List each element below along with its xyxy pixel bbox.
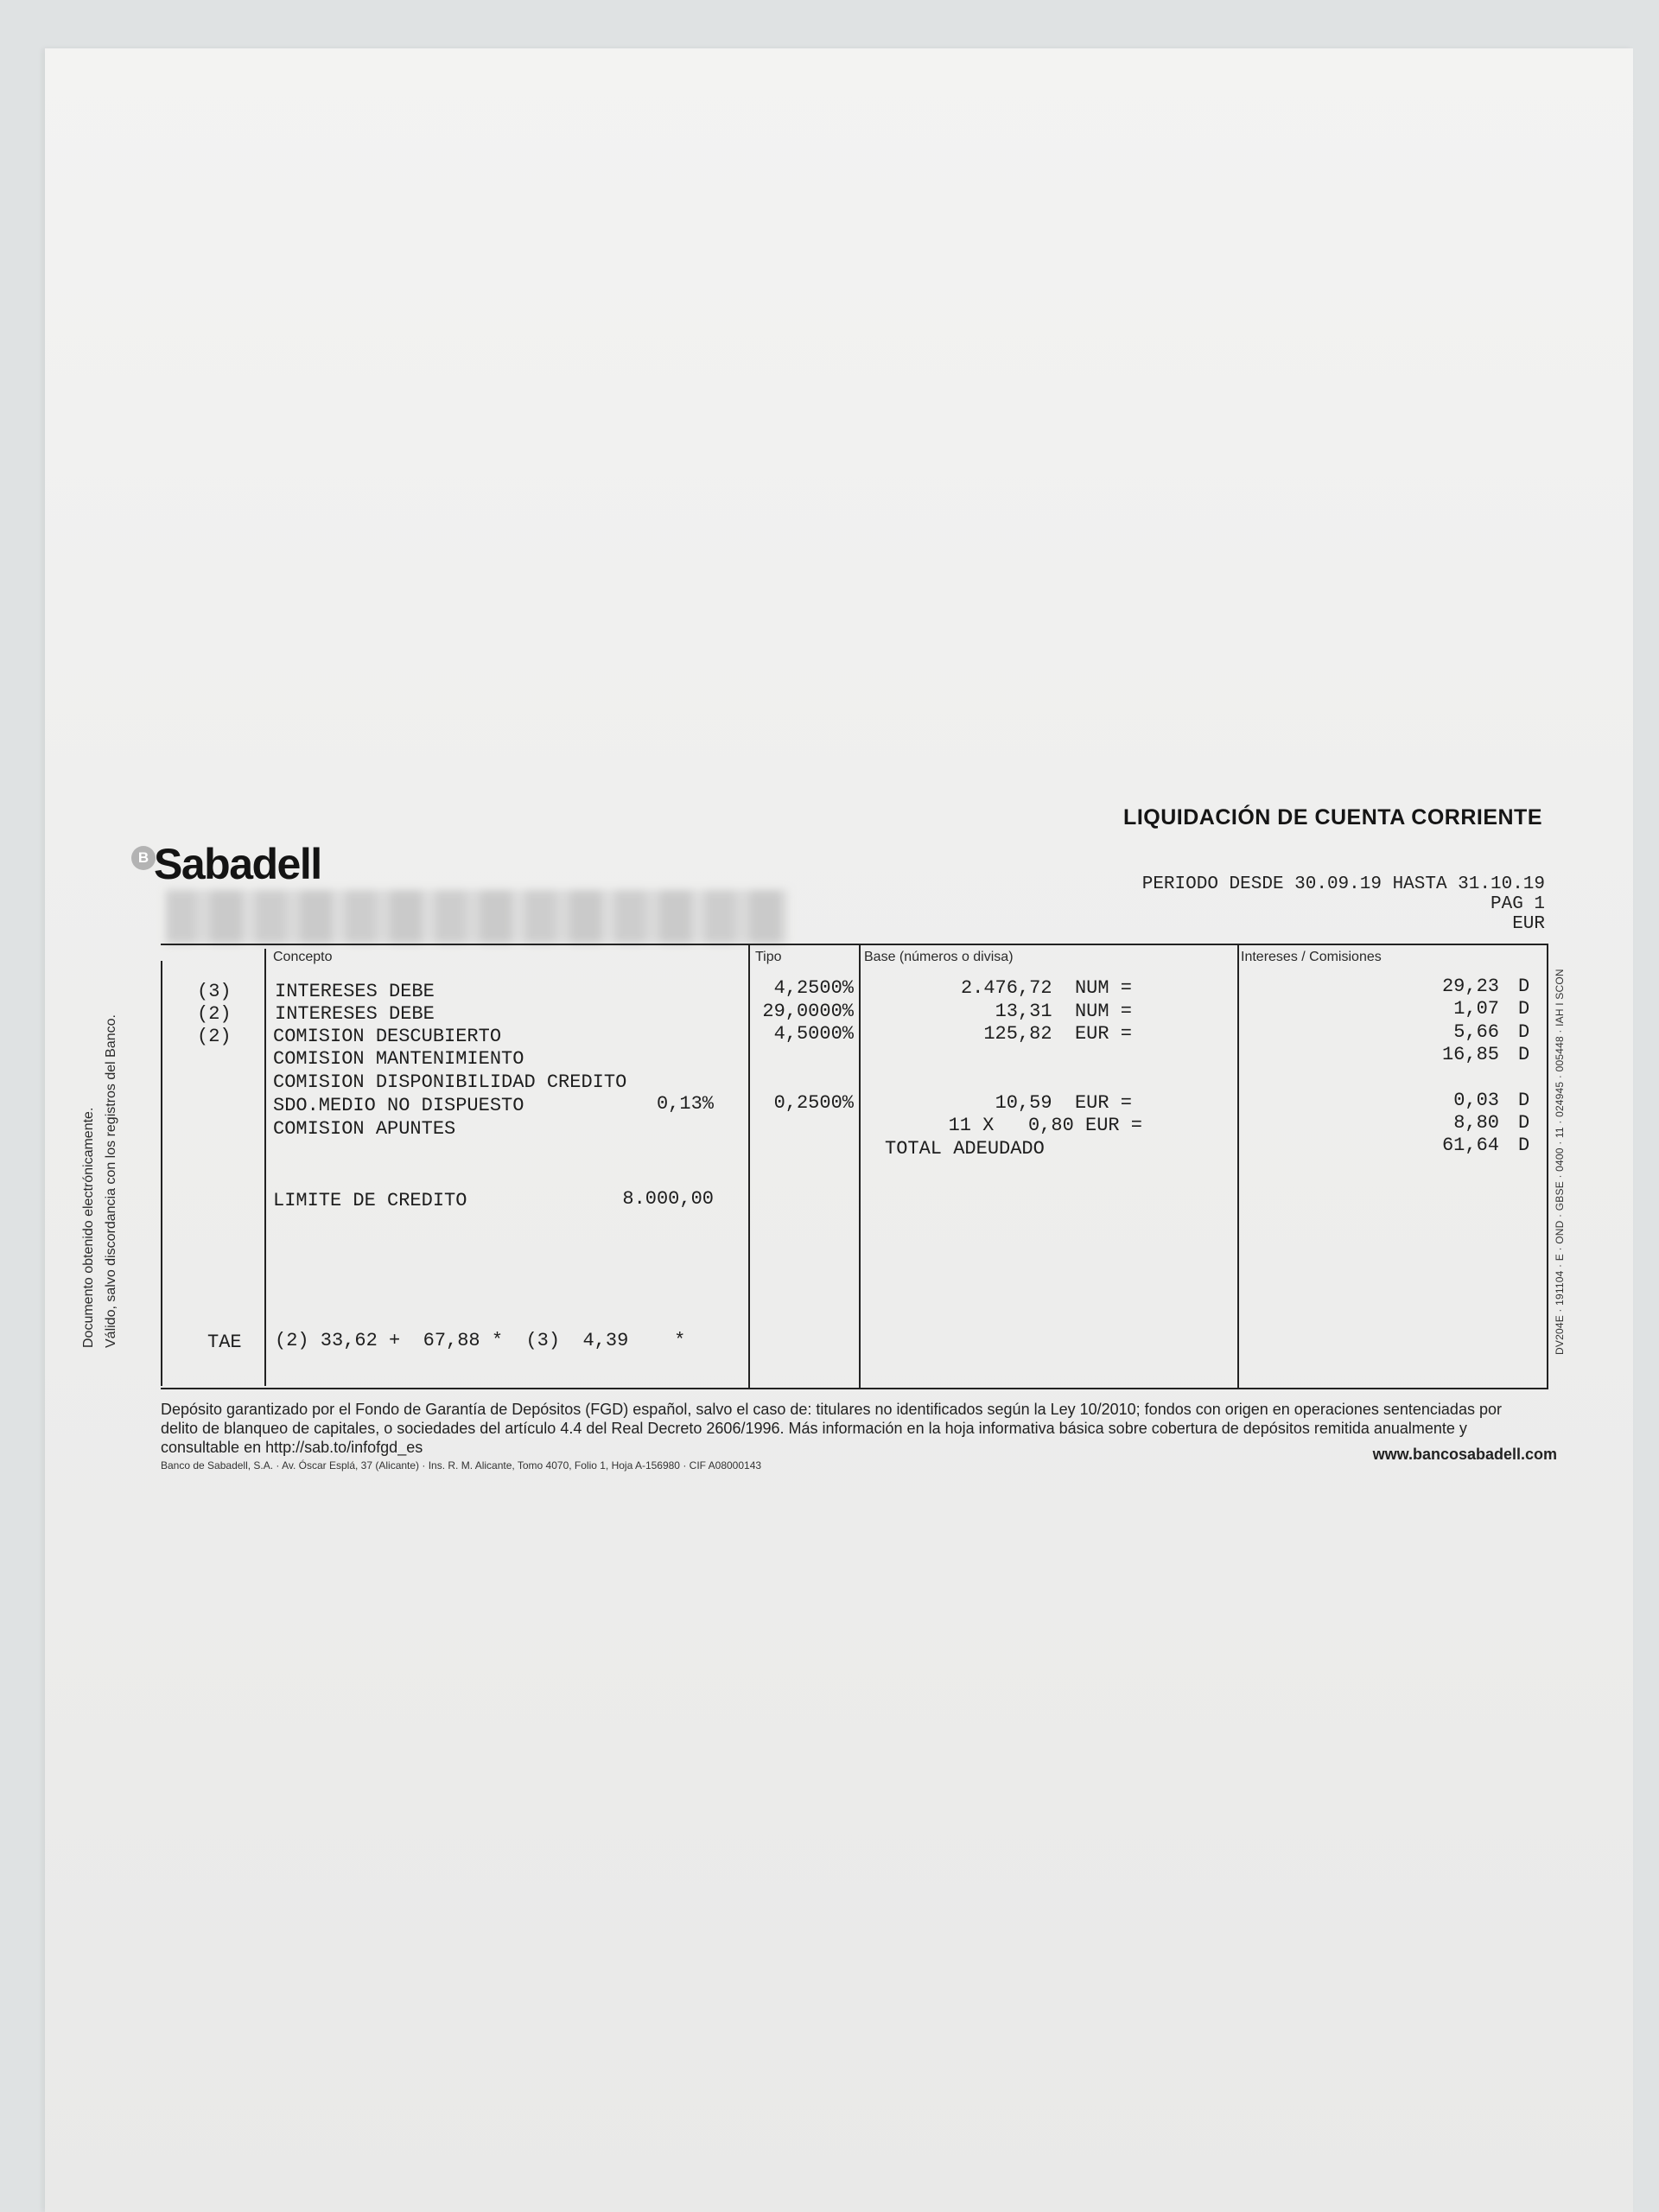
row-concept: COMISION DESCUBIERTO (273, 1026, 502, 1047)
row-amount: 5,66 (1453, 1021, 1499, 1043)
credit-limit-value: 8.000,00 (622, 1188, 714, 1210)
row-code: (2) (197, 1003, 232, 1025)
row-concept: INTERESES DEBE (275, 981, 435, 1002)
row-dc: D (1518, 1021, 1530, 1043)
total-dc: D (1518, 1135, 1530, 1156)
row-dc: D (1518, 998, 1530, 1020)
row-amount: 0,03 (1453, 1090, 1499, 1111)
redacted-account-info (166, 890, 788, 944)
total-label: TOTAL ADEUDADO (885, 1138, 1045, 1160)
website-link[interactable]: www.bancosabadell.com (1372, 1446, 1557, 1463)
column-header-base: Base (números o divisa) (864, 950, 1014, 964)
row-base: 11 X 0,80 EUR = (948, 1115, 1142, 1136)
row-amount: 8,80 (1453, 1112, 1499, 1134)
table-left-border (161, 961, 162, 1386)
row-base: 125,82 EUR = (983, 1023, 1132, 1045)
row-base: 10,59 EUR = (995, 1092, 1132, 1114)
column-header-concepto: Concepto (273, 950, 333, 964)
row-concept: INTERESES DEBE (275, 1003, 435, 1025)
side-legal-note (78, 933, 123, 1348)
credit-limit-label: LIMITE DE CREDITO (273, 1190, 467, 1211)
row-amount: 16,85 (1441, 1044, 1499, 1065)
row-concept: COMISION APUNTES (273, 1118, 456, 1140)
row-tipo: 4,5000% (773, 1023, 854, 1045)
row-base: 2.476,72 NUM = (960, 977, 1132, 999)
bank-name: Sabadell (154, 840, 321, 888)
tae-label: TAE (207, 1332, 242, 1353)
row-code: (3) (197, 981, 232, 1002)
row-concept: COMISION MANTENIMIENTO (273, 1048, 524, 1070)
row-dc: D (1518, 1090, 1530, 1111)
document-title: LIQUIDACIÓN DE CUENTA CORRIENTE (1123, 805, 1542, 830)
row-dc: D (1518, 1044, 1530, 1065)
fgd-disclaimer: Depósito garantizado por el Fondo de Garantía de Depósitos (FGD) español, salvo el caso de: titulares no identificados según la Ley 10/2010; fondos con origen en operaciones sentenciadas por delito de blanqueo de capitales, o sociedades del artículo 4.4 del Real Decreto 2606/1996. Más información en la hoja informativa básica sobre cobertura de depósitos remitida anualmente y consultable en http://sab.to/infofgd_es (161, 1401, 1502, 1456)
reference-code: DV204E · 191104 · E · OND · GBSE · 0400 · 11 · 024945 · 005448 · IAH I SCON (1554, 969, 1566, 1355)
row-extra: 0,13% (656, 1093, 714, 1115)
currency-label: EUR (1512, 914, 1545, 934)
row-tipo: 0,2500% (773, 1092, 854, 1114)
row-concept: COMISION DISPONIBILIDAD CREDITO (273, 1071, 627, 1093)
tae-values: (2) 33,62 + 67,88 * (3) 4,39 * (275, 1330, 686, 1351)
row-amount: 29,23 (1441, 976, 1499, 997)
table-divider-concepto (264, 949, 266, 1386)
column-header-intereses: Intereses / Comisiones (1241, 950, 1382, 964)
total-amount: 61,64 (1441, 1135, 1499, 1156)
legal-registration: Banco de Sabadell, S.A. · Av. Óscar Esplá, 37 (Alicante) · Ins. R. M. Alicante, Tomo 4070, Folio 1, Hoja A-156980 · CIF A08000143 (161, 1459, 762, 1471)
row-amount: 1,07 (1453, 998, 1499, 1020)
table-divider-intereses (1237, 944, 1239, 1388)
row-concept: SDO.MEDIO NO DISPUESTO (273, 1095, 524, 1116)
row-base: 13,31 NUM = (995, 1001, 1132, 1022)
period-range: PERIODO DESDE 30.09.19 HASTA 31.10.19 (1141, 874, 1545, 894)
row-code: (2) (197, 1026, 232, 1047)
row-dc: D (1518, 976, 1530, 997)
side-note-line-1: Documento obtenido electrónicamente. (81, 1107, 96, 1348)
side-note-line-2: Válido, salvo discordancia con los registros del Banco. (104, 1014, 118, 1348)
row-tipo: 29,0000% (762, 1001, 854, 1022)
sabadell-logo-icon: B (131, 846, 156, 870)
page-number: PAG 1 (1490, 894, 1545, 914)
row-tipo: 4,2500% (773, 977, 854, 999)
bank-logo (131, 840, 321, 888)
row-dc: D (1518, 1112, 1530, 1134)
column-header-tipo: Tipo (755, 950, 782, 964)
period-info (1037, 874, 1545, 934)
table-divider-base (859, 944, 861, 1388)
